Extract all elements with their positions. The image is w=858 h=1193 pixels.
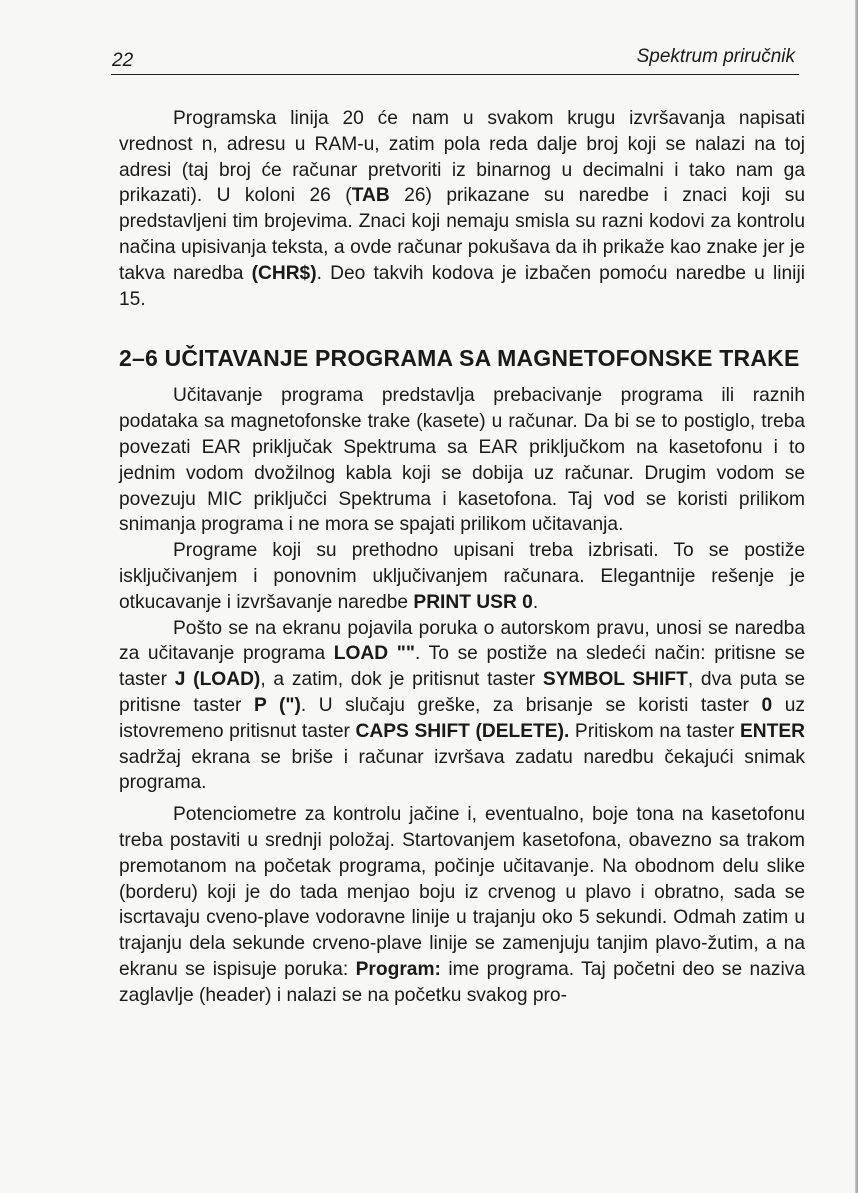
paragraph-program-line	[119, 106, 805, 312]
page-number: 22	[112, 50, 134, 71]
paragraph-text: . U slučaju greške, za brisanje se koristi taster	[300, 694, 762, 716]
section-heading: 2–6 UČITAVANJE PROGRAMA SA MAGNETOFONSKE TRAKE	[119, 345, 800, 372]
bold-term: SYMBOL SHIFT	[542, 669, 688, 691]
bold-term: ENTER	[739, 720, 805, 742]
paragraph-text: Pritiskom na taster	[569, 720, 740, 742]
paragraph-loading-intro: Učitavanje programa predstavlja prebacivanje programa ili raznih podataka sa magnetofonske trake (kasete) u računar. Da bi se to postiglo, treba povezati EAR priključak Spektruma sa EAR priključkom na kasetofonu i to jednim vodom dvožilnog kabla koji se dobija uz računar. Drugim vodom se povezuju MIC priključci Spektruma i kasetofona. Taj vod se koristi prilikom snimanja programa i ne mora se spajati prilikom učitavanja.	[119, 385, 805, 536]
paragraph-text: . To se postiže na sledeći način: pritisne se taster	[119, 643, 805, 691]
paragraph-tape-playback	[119, 802, 805, 1008]
paragraph-text: 26) prikazane su naredbe i znaci koji su predstavljeni tim brojevima. Znaci koji nemaju smisla su razni kodovi za kontrolu načina upisivanja teksta, a ovde računar pokušava da ih prikaže kao znake jer je takva naredba	[119, 185, 805, 284]
bold-term: 0	[761, 694, 773, 716]
paragraph-text: uz istovremeno pritisnut taster	[119, 694, 805, 742]
bold-term: CAPS SHIFT (DELETE).	[355, 720, 570, 742]
paragraph-text: .	[532, 591, 539, 613]
bold-term: PRINT USR 0	[413, 591, 533, 613]
running-title: Spektrum priručnik	[636, 46, 795, 67]
paragraph-text: sadržaj ekrana se briše i računar izvršava zadatu naredbu čekajući snimak programa.	[119, 746, 805, 794]
page-header	[111, 44, 799, 75]
bold-term: P (")	[253, 694, 301, 716]
paragraph-text: , a zatim, dok je pritisnut taster	[260, 669, 543, 691]
bold-term: Program:	[355, 958, 441, 980]
paragraph-load-command	[119, 616, 805, 797]
paragraph-text: . Deo takvih kodova je izbačen pomoću naredbe u liniji 15.	[119, 262, 805, 310]
bold-term: TAB	[351, 185, 390, 207]
paragraph-text: Potenciometre za kontrolu jačine i, eventualno, boje tona na kasetofonu treba postaviti u srednji položaj. Startovanjem kasetofona, obavezno sa trakom premotanom na početak programa, počinje učitavanje. Na obodnom delu slike (borderu) koji je do tada menjao boju iz crvenog u plavo i obratno, sada se iscrtavaju cveno-plave vodoravne linije u trajanju oko 5 sekundi. Odmah zatim u trajanju dela sekunde crveno-plave linije se zamenjuju tanjim plavo-žutim, a na ekranu se ispisuje poruka:	[119, 804, 805, 980]
paragraph-text: , dva puta se pritisne taster	[119, 669, 805, 716]
bold-term: J (LOAD)	[174, 669, 261, 691]
paragraph-text: ime programa. Taj početni deo se naziva zaglavlje (header) i nalazi se na početku svakog pro-	[119, 958, 805, 1006]
page-content	[119, 106, 805, 1009]
paragraph-text: Programska linija 20 će nam u svakom krugu izvršavanja napisati vrednost n, adresu u RAM-u, zatim pola reda dalje broj koji se nalazi na toj adresi (taj broj će računar pretvoriti iz binarnog u decimalni i tako nam ga prikazati). U koloni 26 (	[119, 108, 805, 207]
bold-term: LOAD ""	[333, 643, 415, 665]
paragraph-text: Programe koji su prethodno upisani treba izbrisati. To se postiže isključivanjem i ponovnim uključivanjem računara. Elegantnije rešenje je otkucavanje i izvršavanje naredbe	[119, 540, 805, 613]
paragraph-text: Pošto se na ekranu pojavila poruka o autorskom pravu, unosi se naredba za učitavanje programa	[119, 617, 805, 665]
bold-term: (CHR$)	[251, 262, 317, 284]
paragraph-erase-programs	[119, 538, 805, 615]
